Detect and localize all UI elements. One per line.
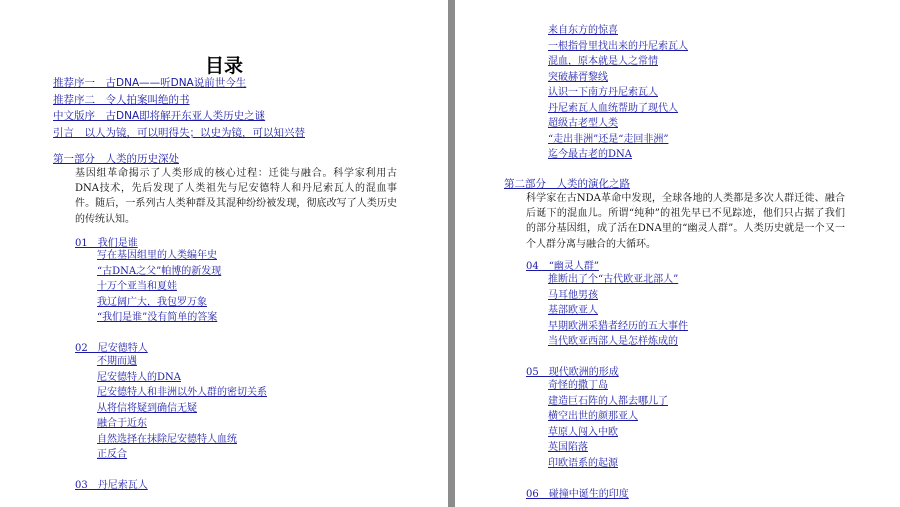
toc-link-section[interactable]: 从将信将疑到确信无疑 — [97, 402, 197, 414]
toc-link-chapter-01[interactable]: 01 我们是谁 — [75, 238, 138, 249]
toc-link-section[interactable]: “我们是谁”没有简单的答案 — [97, 312, 218, 323]
toc-link-section[interactable]: 早期欧洲采猎者经历的五大事件 — [548, 320, 688, 332]
toc-link-section[interactable]: 突破赫胥黎线 — [548, 71, 608, 83]
chapter-03-sections — [548, 23, 688, 163]
preface-list — [53, 75, 305, 141]
toc-link-section[interactable]: 草原人闯入中欧 — [548, 426, 618, 438]
left-page — [0, 0, 448, 507]
toc-link-section[interactable]: 十万个亚当和夏娃 — [97, 281, 177, 292]
toc-link-section[interactable]: 马耳他男孩 — [548, 289, 598, 301]
toc-link-section[interactable]: 印欧语系的起源 — [548, 457, 618, 469]
toc-link-section[interactable]: “古DNA之父”帕博的新发现 — [97, 265, 222, 277]
toc-link-section[interactable]: 基部欧亚人 — [548, 305, 598, 316]
toc-link-section[interactable]: 一根指骨里找出来的丹尼索瓦人 — [548, 40, 688, 52]
toc-link-section[interactable]: 当代欧亚西部人是怎样炼成的 — [548, 336, 678, 347]
toc-link-section[interactable]: 融合于近东 — [97, 418, 147, 429]
chapter-02-sections — [97, 354, 267, 463]
chapter-01-sections — [97, 248, 221, 326]
toc-link-section[interactable]: 奇怪的撒丁岛 — [548, 380, 608, 391]
toc-link-section[interactable]: 英国陷落 — [548, 442, 588, 453]
page-divider — [448, 0, 455, 507]
toc-link-preface-cn[interactable]: 中文版序 古DNA即将解开东亚人类历史之谜 — [53, 110, 266, 122]
toc-link-section[interactable]: 正反合 — [97, 449, 127, 460]
toc-link-part-2[interactable]: 第二部分 人类的演化之路 — [504, 178, 630, 190]
toc-link-section[interactable]: “走出非洲”还是“走回非洲” — [548, 133, 669, 145]
toc-link-section[interactable]: 超级古老型人类 — [548, 118, 618, 129]
page-title: 目录 — [204, 55, 243, 77]
toc-link-chapter-04[interactable]: 04 “幽灵人群” — [526, 261, 599, 272]
chapter-05-sections — [548, 378, 668, 471]
toc-link-introduction[interactable]: 引言 以人为镜，可以明得失；以史为镜，可以知兴替 — [53, 126, 305, 139]
right-page — [455, 0, 900, 507]
toc-link-section[interactable]: 丹尼索瓦人血统帮助了现代人 — [548, 102, 678, 114]
toc-link-section[interactable]: 写在基因组里的人类编年史 — [97, 250, 217, 261]
toc-link-preface-2[interactable]: 推荐序二 令人拍案叫绝的书 — [53, 93, 190, 106]
part-2-description: 科学家在古NDA革命中发现，全球各地的人类都是多次人群迁徙、融合后诞下的混血儿。所谓“纯种”的祖先早已不见踪迹，他们只占据了我们的部分基因组，成了活在DNA里的“幽灵人群”。人类历史就是一个又一个人群分离与融合的大循环。 — [526, 193, 845, 250]
toc-link-section[interactable]: 我辽阔广大，我包罗万象 — [97, 296, 207, 308]
part-1-description: 基因组革命揭示了人类形成的核心过程：迁徙与融合。科学家利用古DNA技术，先后发现了人类祖先与尼安德特人和丹尼索瓦人的混血事件。随后，一系列古人类种群及其混种纷纷被发现，彻底改写了人类历史的传统认知。 — [75, 168, 397, 225]
toc-link-chapter-06[interactable]: 06 碰撞中诞生的印度 — [526, 489, 629, 500]
toc-link-section[interactable]: 横空出世的颜那亚人 — [548, 411, 638, 422]
toc-link-chapter-03[interactable]: 03 丹尼索瓦人 — [75, 480, 148, 491]
toc-link-section[interactable]: 推断出了个“古代欧亚北部人” — [548, 274, 679, 285]
toc-link-section[interactable]: 自然选择在抹除尼安德特人血统 — [97, 433, 237, 445]
toc-link-section[interactable]: 来自东方的惊喜 — [548, 25, 618, 36]
toc-link-section[interactable]: 尼安德特人和非洲以外人群的密切关系 — [97, 387, 267, 398]
toc-link-section[interactable]: 不期而遇 — [97, 356, 137, 367]
toc-link-part-1[interactable]: 第一部分 人类的历史深处 — [53, 153, 179, 165]
chapter-04-sections — [548, 272, 688, 350]
toc-link-preface-1[interactable]: 推荐序一 古DNA——听DNA说前世今生 — [53, 77, 247, 89]
toc-link-chapter-02[interactable]: 02 尼安德特人 — [75, 343, 148, 354]
toc-link-section[interactable]: 混血，原本就是人之常情 — [548, 56, 658, 67]
toc-link-section[interactable]: 建造巨石阵的人都去哪儿了 — [548, 395, 668, 407]
toc-link-section[interactable]: 迄今最古老的DNA — [548, 149, 632, 160]
toc-link-chapter-05[interactable]: 05 现代欧洲的形成 — [526, 367, 619, 378]
toc-link-section[interactable]: 尼安德特人的DNA — [97, 371, 181, 383]
toc-link-section[interactable]: 认识一下南方丹尼索瓦人 — [548, 87, 658, 98]
